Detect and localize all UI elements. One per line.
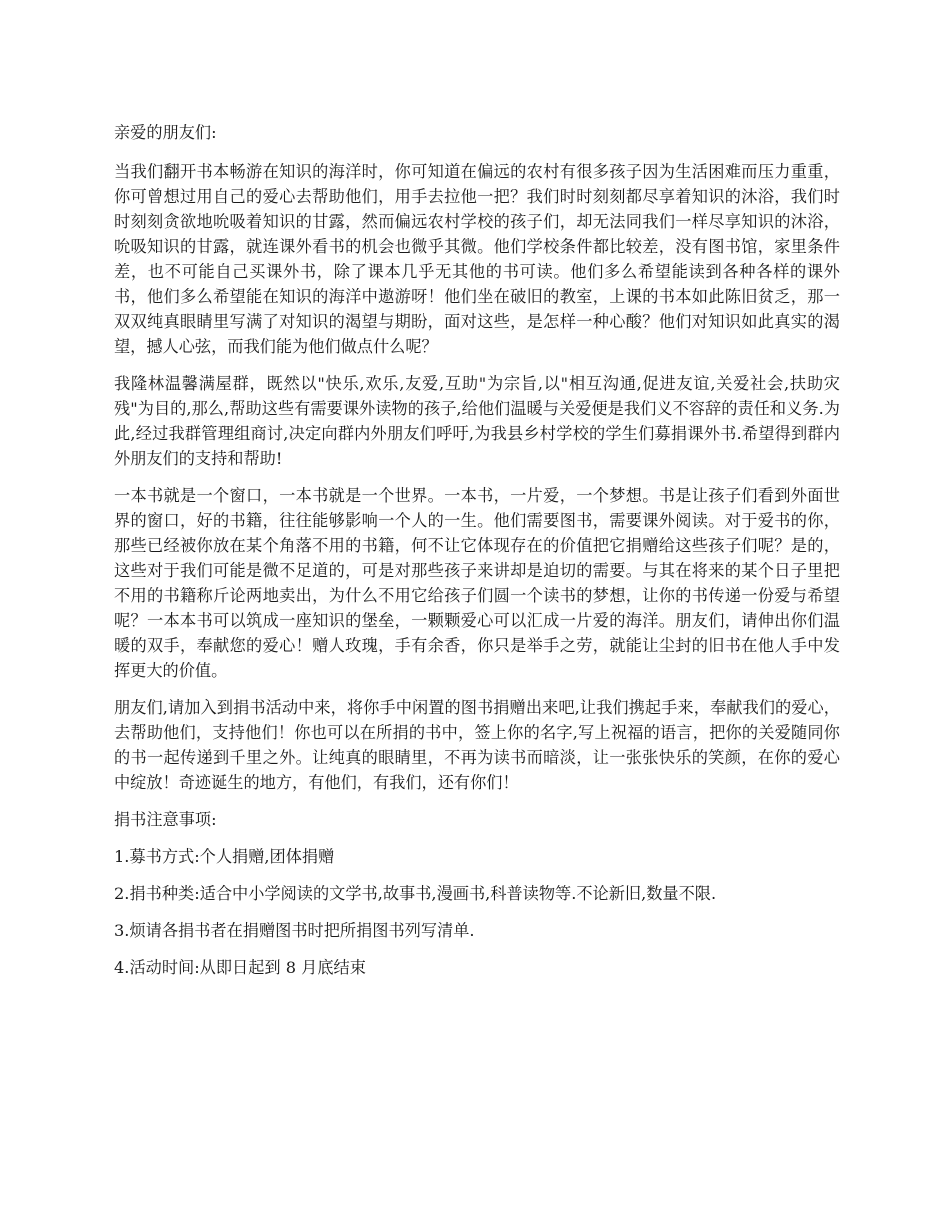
paragraph-4: 朋友们,请加入到捐书活动中来，将你手中闲置的图书捐赠出来吧,让我们携起手来，奉献我们的爱心，去帮助他们，支持他们！你也可以在所捐的书中，签上你的名字,写上祝福的语言，把你的关爱随同你的书一起传递到千里之外。让纯真的眼睛里，不再为读书而暗淡，让一张张快乐的笑颜，在你的爱心中绽放！奇迹诞生的地方，有他们，有我们，还有你们！: [114, 698, 840, 792]
notes-title: 捐书注意事项:: [114, 810, 217, 829]
letter-greeting: 亲爱的朋友们:: [114, 123, 217, 142]
paragraph-2: 我隆林温馨满屋群，既然以"快乐,欢乐,友爱,互助"为宗旨,以"相互沟通,促进友谊,关爱社会,扶助灾残"为目的,那么,帮助这些有需要课外读物的孩子,给他们温暖与关爱便是我们义不容辞的责任和义务.为此,经过我群管理组商讨,决定向群内外朋友们呼吁,为我县乡村学校的学生们募捐课外书.希望得到群内外朋友们的支持和帮助!: [114, 374, 840, 468]
note-item-1: 1.募书方式:个人捐赠,团体捐赠: [114, 847, 335, 866]
paragraph-1: 当我们翻开书本畅游在知识的海洋时，你可知道在偏远的农村有很多孩子因为生活困难而压力重重，你可曾想过用自己的爱心去帮助他们，用手去拉他一把？我们时时刻刻都尽享着知识的沐浴，我们时时刻刻贪欲地吮吸着知识的甘露，然而偏远农村学校的孩子们，却无法同我们一样尽享知识的沐浴，吮吸知识的甘露，就连课外看书的机会也微乎其微。他们学校条件都比较差，没有图书馆，家里条件差，也不可能自己买课外书，除了课本几乎无其他的书可读。他们多么希望能读到各种各样的课外书，他们多么希望能在知识的海洋中遨游呀！他们坐在破旧的教室，上课的书本如此陈旧贫乏，那一双双纯真眼睛里写满了对知识的渴望与期盼，面对这些，是怎样一种心酸？他们对知识如此真实的渴望，撼人心弦，而我们能为他们做点什么呢？: [114, 162, 840, 356]
letter-body: [114, 120, 840, 992]
paragraph-3: 一本书就是一个窗口，一本书就是一个世界。一本书，一片爱，一个梦想。书是让孩子们看到外面世界的窗口，好的书籍，往往能够影响一个人的一生。他们需要图书，需要课外阅读。对于爱书的你，那些已经被你放在某个角落不用的书籍，何不让它体现存在的价值把它捐赠给这些孩子们呢？是的，这些对于我们可能是微不足道的，可是对那些孩子来讲却是迫切的需要。与其在将来的某个日子里把不用的书籍称斤论两地卖出，为什么不用它给孩子们圆一个读书的梦想，让你的书传递一份爱与希望呢？一本本书可以筑成一座知识的堡垒，一颗颗爱心可以汇成一片爱的海洋。朋友们，请伸出你们温暖的双手，奉献您的爱心！赠人玫瑰，手有余香，你只是举手之劳，就能让尘封的旧书在他人手中发挥更大的价值。: [114, 486, 840, 680]
note-item-4: 4.活动时间:从即日起到 8 月底结束: [114, 958, 366, 977]
note-item-2: 2.捐书种类:适合中小学阅读的文学书,故事书,漫画书,科普读物等.不论新旧,数量不限.: [114, 884, 717, 903]
note-item-3: 3.烦请各捐书者在捐赠图书时把所捐图书列写清单.: [114, 921, 475, 940]
